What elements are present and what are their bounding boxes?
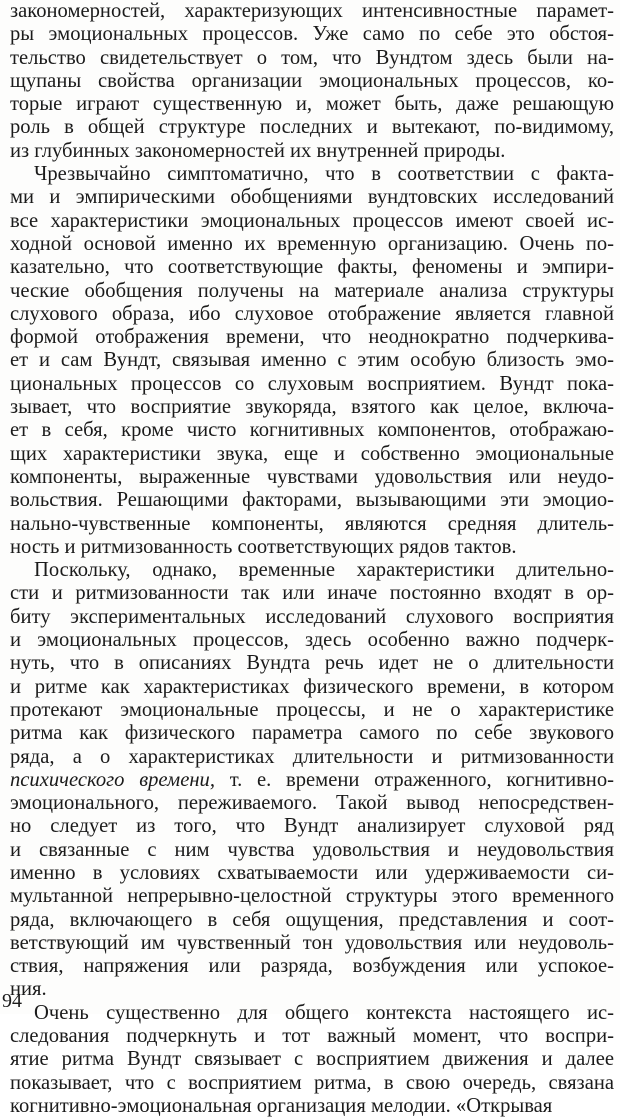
paragraph <box>10 1002 614 1118</box>
text-line: нально-чувственные компоненты, являются средняя длитель- <box>10 512 614 535</box>
text-line: и связанные с ним чувства удовольствия и неудовольствия <box>10 838 614 861</box>
text-line: ветствующий им чувственный тон удовольствия или неудоволь- <box>10 931 614 954</box>
text-line: ряда, включающего в себя ощущения, представления и соот- <box>10 908 614 931</box>
text-line: ми и эмпирическими обобщениями вундтовских исследований <box>10 186 614 209</box>
text-line: ритма как физического параметра самого по себе звукового <box>10 722 614 745</box>
text-line: психического времени, т. е. времени отраженного, когнитивно- <box>10 768 614 791</box>
text-line: Поскольку, однако, временные характеристики длительно- <box>34 559 614 582</box>
text-line: Очень существенно для общего контекста настоящего ис- <box>34 1001 614 1024</box>
text-line: из глубинных закономерностей их внутренней природы. <box>10 139 506 162</box>
paragraph <box>10 0 614 163</box>
text-line: ческие обобщения получены на материале анализа структуры <box>10 279 614 302</box>
paragraph <box>10 559 614 1002</box>
text-line: ность и ритмизованность соответствующих рядов тактов. <box>10 535 517 558</box>
text-line: ятие ритма Вундт связывает с восприятием движения и далее <box>10 1048 614 1071</box>
text-line: мультанной непрерывно-целостной структуры этого временного <box>10 885 614 908</box>
text-line: когнитивно-эмоциональная организация мелодии. «Открывая <box>10 1094 553 1117</box>
text-line: торые играют существенную и, может быть, даже решающую <box>10 93 614 116</box>
text-line: компоненты, выраженные чувствами удовольствия или неудо- <box>10 465 614 488</box>
body-text <box>10 0 614 1118</box>
text-line: сти и ритмизованности так или иначе постоянно входят в ор- <box>10 582 614 605</box>
text-line: и ритме как характеристиках физического времени, в котором <box>10 675 614 698</box>
text-line: все характеристики эмоциональных процессов имеют своей ис- <box>10 209 614 232</box>
text-line: вольствия. Решающими факторами, вызывающими эти эмоцио- <box>10 489 614 512</box>
text-line: но следует из того, что Вундт анализирует слуховой ряд <box>10 815 614 838</box>
text-line: протекают эмоциональные процессы, и не о характеристике <box>10 698 614 721</box>
text-line: ходной основой именно их временную организацию. Очень по- <box>10 232 614 255</box>
text-line: ет в себя, кроме чисто когнитивных компонентов, отображаю- <box>10 419 614 442</box>
text-line: закономерностей, характеризующих интенсивностные парамет- <box>10 0 614 22</box>
text-line: зывает, что восприятие звукоряда, взятого как целое, включа- <box>10 396 614 419</box>
text-line: показывает, что с восприятием ритма, в свою очередь, связана <box>10 1071 614 1094</box>
text-line: ет и сам Вундт, связывая именно с этим особую близость эмо- <box>10 349 614 372</box>
text-line: ры эмоциональных процессов. Уже само по себе это обстоя- <box>10 23 614 46</box>
text-line: нуть, что в описаниях Вундта речь идет не о длительности <box>10 652 614 675</box>
page-number: 94 <box>2 990 22 1012</box>
text-line: именно в условиях схватываемости или удерживаемости си- <box>10 861 614 884</box>
text-line: щупаны свойства организации эмоциональных процессов, ко- <box>10 69 614 92</box>
text-line: тельство свидетельствует о том, что Вундтом здесь были на- <box>10 46 614 69</box>
text-line: казательно, что соответствующие факты, феномены и эмпири- <box>10 256 614 279</box>
text-line: ния. <box>10 978 47 1001</box>
text-line: слухового образа, ибо слуховое отображение является главной <box>10 302 614 325</box>
text-line: эмоционального, переживаемого. Такой вывод непосредствен- <box>10 792 614 815</box>
text-line: Чрезвычайно симптоматично, что в соответствии с факта- <box>34 163 614 186</box>
text-line: и эмоциональных процессов, здесь особенно важно подчерк- <box>10 629 614 652</box>
text-line: щих характеристики звука, еще и собственно эмоциональные <box>10 442 614 465</box>
text-line: ствия, напряжения или разряда, возбуждения или успокое- <box>10 955 614 978</box>
text-line: биту экспериментальных исследований слухового восприятия <box>10 605 614 628</box>
italic-phrase: психического времени, <box>10 768 215 791</box>
text-line: роль в общей структуре последних и вытекают, по-видимому, <box>10 116 614 139</box>
text-line: формой отображения времени, что неоднократно подчеркива- <box>10 326 614 349</box>
text-line: следования подчеркнуть и тот важный момент, что воспри- <box>10 1025 614 1048</box>
paragraph <box>10 163 614 559</box>
text-line: циональных процессов со слуховым восприятием. Вундт пока- <box>10 372 614 395</box>
text-line: ряда, а о характеристиках длительности и ритмизованности <box>10 745 614 768</box>
